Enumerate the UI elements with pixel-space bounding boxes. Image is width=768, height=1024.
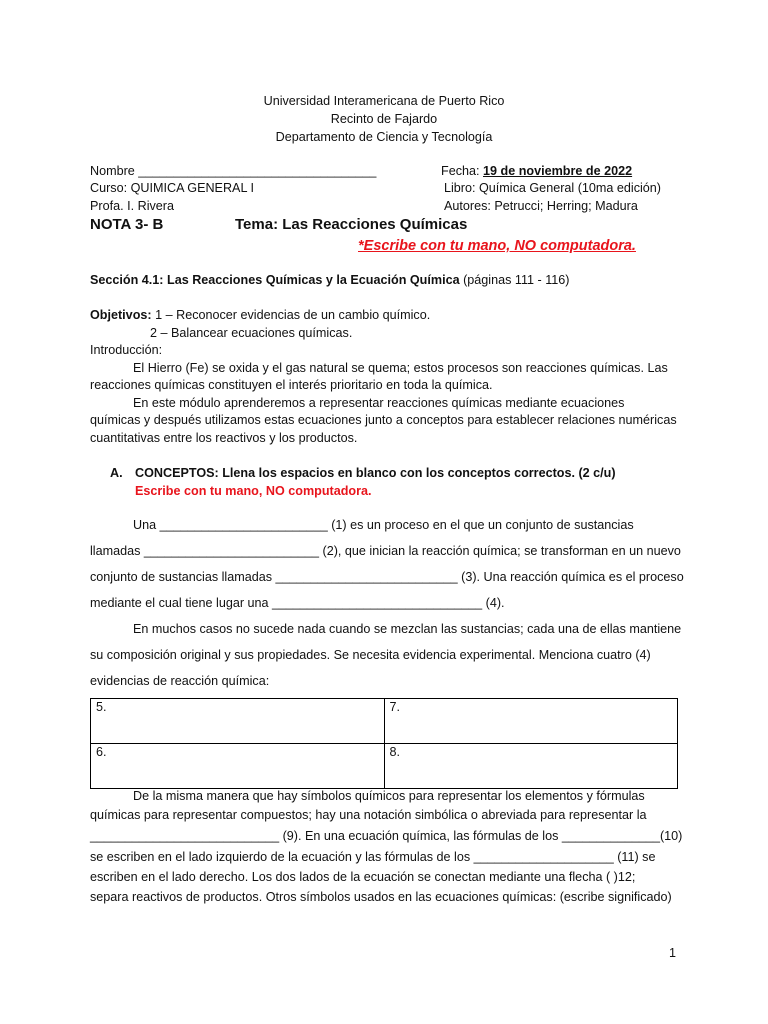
evidence-p-line-1: En muchos casos no sucede nada cuando se mezclan las sustancias; cada una de ellas mantiene bbox=[133, 622, 682, 636]
fill-line-2: llamadas _________________________ (2), que inician la reacción química; se transforman en un nuevo bbox=[90, 544, 681, 558]
date-line bbox=[441, 164, 632, 178]
book-label: Libro: Química General (10ma edición) bbox=[444, 181, 661, 195]
evidence-p-line-2: su composición original y sus propiedades. Se necesita evidencia experimental. Menciona cuatro (4) bbox=[90, 648, 651, 662]
date-value: 19 de noviembre de 2022 bbox=[483, 164, 633, 178]
department-name: Departamento de Ciencia y Tecnología bbox=[275, 130, 493, 144]
section-title bbox=[90, 273, 570, 287]
date-label: Fecha: bbox=[441, 164, 483, 178]
professor-label: Profa. I. Rivera bbox=[90, 199, 174, 213]
authors-label: Autores: Petrucci; Herring; Madura bbox=[444, 199, 638, 213]
intro-p2-line-3: cuantitativas entre los reactivos y los productos. bbox=[90, 431, 358, 445]
evidence-cell-7: 7. bbox=[384, 699, 678, 744]
evidence-p-line-3: evidencias de reacción química: bbox=[90, 674, 270, 688]
note-title: NOTA 3- B bbox=[90, 216, 164, 233]
fill-line-3: conjunto de sustancias llamadas __________________________ (3). Una reacción química es el proceso bbox=[90, 570, 684, 584]
section-a-letter: A. bbox=[110, 466, 123, 480]
section-a-title: CONCEPTOS: Llena los espacios en blanco con los conceptos correctos. (2 c/u) bbox=[135, 466, 616, 480]
objectives-line-1 bbox=[90, 308, 430, 322]
page-number: 1 bbox=[668, 946, 676, 960]
name-field: Nombre __________________________________ bbox=[90, 164, 377, 178]
final-line-2: químicas para representar compuestos; hay una notación simbólica o abreviada para representar la bbox=[90, 808, 647, 822]
final-line-1: De la misma manera que hay símbolos químicos para representar los elementos y fórmulas bbox=[133, 789, 645, 803]
evidence-cell-6: 6. bbox=[91, 744, 385, 789]
section-pages: (páginas 111 - 116) bbox=[459, 273, 570, 287]
evidence-cell-5: 5. bbox=[91, 699, 385, 744]
course-label: Curso: QUIMICA GENERAL I bbox=[90, 181, 254, 195]
evidence-table bbox=[90, 698, 678, 789]
final-line-3: ___________________________ (9). En una ecuación química, las fórmulas de los ______________(10) bbox=[90, 829, 683, 843]
final-line-6: separa reactivos de productos. Otros símbolos usados en las ecuaciones químicas: (escribe significado) bbox=[90, 890, 672, 904]
objectives-label: Objetivos: bbox=[90, 308, 152, 322]
objective-2: 2 – Balancear ecuaciones químicas. bbox=[150, 326, 353, 340]
handwrite-instruction: *Escribe con tu mano, NO computadora. bbox=[358, 238, 636, 254]
fill-line-1: Una ________________________ (1) es un proceso en el que un conjunto de sustancias bbox=[133, 518, 634, 532]
section-title-text: Sección 4.1: Las Reacciones Químicas y la Ecuación Química bbox=[90, 273, 460, 287]
intro-p2-line-1: En este módulo aprenderemos a representar reacciones químicas mediante ecuaciones bbox=[133, 396, 625, 410]
table-row bbox=[91, 744, 678, 789]
intro-p1-line-1: El Hierro (Fe) se oxida y el gas natural se quema; estos procesos son reacciones químicas. Las bbox=[133, 361, 668, 375]
topic-title: Tema: Las Reacciones Químicas bbox=[235, 216, 468, 233]
objective-1: 1 – Reconocer evidencias de un cambio químico. bbox=[151, 308, 431, 322]
intro-p2-line-2: químicas y después utilizamos estas ecuaciones junto a conceptos para establecer relaciones numéricas bbox=[90, 413, 677, 427]
final-line-4: se escriben en el lado izquierdo de la ecuación y las fórmulas de los ____________________ (11) se bbox=[90, 850, 656, 864]
fill-line-4: mediante el cual tiene lugar una ______________________________ (4). bbox=[90, 596, 505, 610]
introduction-title: Introducción: bbox=[90, 343, 163, 357]
evidence-cell-8: 8. bbox=[384, 744, 678, 789]
final-line-5: escriben en el lado derecho. Los dos lados de la ecuación se conectan mediante una flecha ( )12; bbox=[90, 870, 636, 884]
table-row bbox=[91, 699, 678, 744]
university-name: Universidad Interamericana de Puerto Rico bbox=[263, 94, 505, 108]
intro-p1-line-2: reacciones químicas constituyen el interés prioritario en toda la química. bbox=[90, 378, 493, 392]
campus-name: Recinto de Fajardo bbox=[330, 112, 438, 126]
section-a-instruction: Escribe con tu mano, NO computadora. bbox=[135, 484, 372, 498]
